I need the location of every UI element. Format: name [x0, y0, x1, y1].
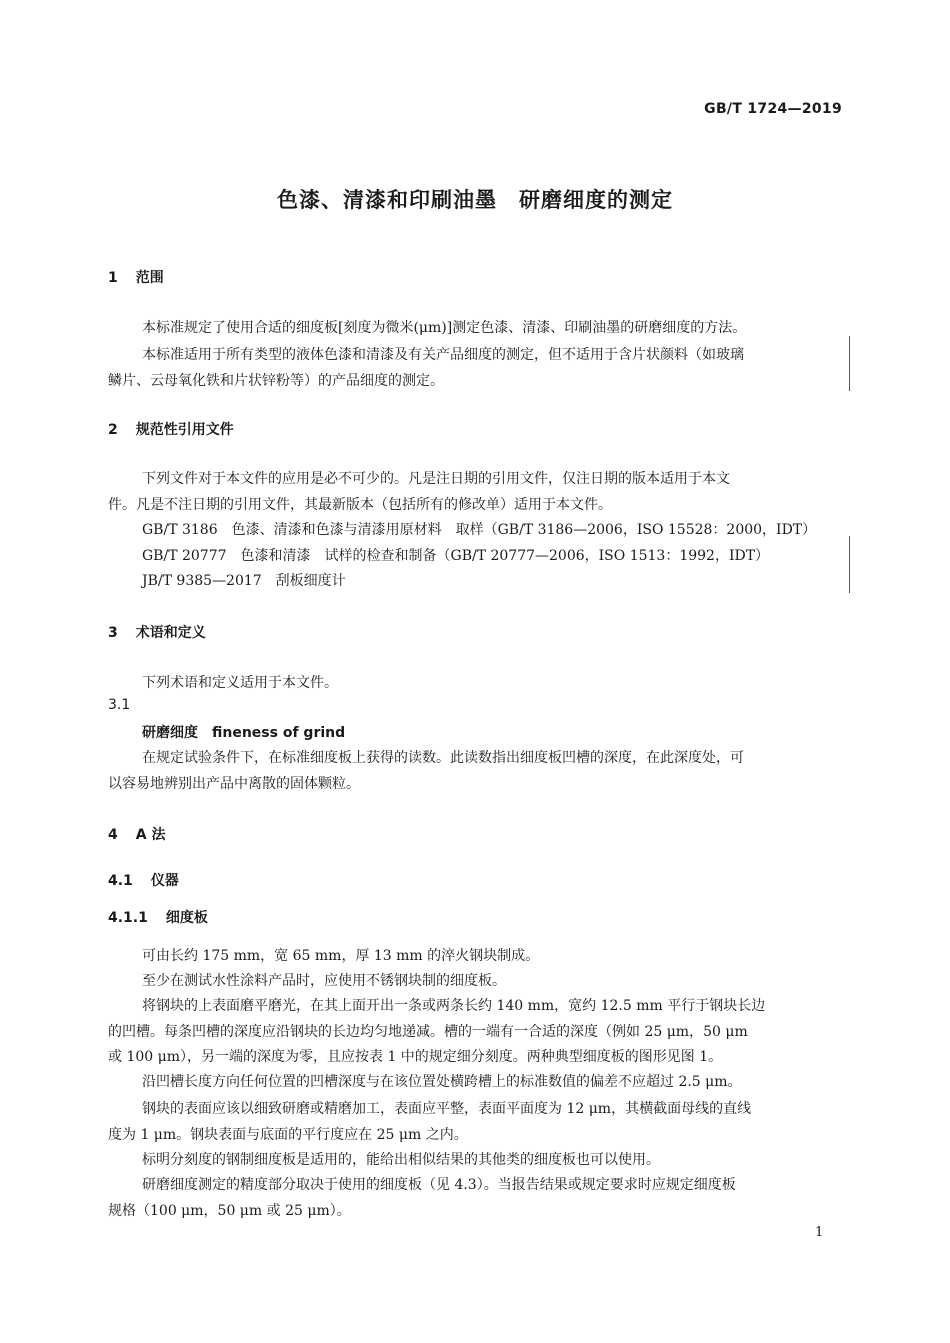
paragraph-line: 的凹槽。每条凹槽的深度应沿钢块的长边均匀地递减。槽的一端有一合适的深度（例如 25 μm，50 μm [108, 1024, 748, 1040]
section-heading-terms [108, 622, 206, 642]
section-heading-apparatus [108, 870, 179, 890]
reference-line: GB/T 3186 色漆、清漆和色漆与清漆用原材料 取样（GB/T 3186—2006，ISO 15528：2000，IDT） [142, 522, 817, 538]
section-number: 4.1 [108, 873, 133, 889]
paragraph-line: 将钢块的上表面磨平磨光，在其上面开出一条或两条长约 140 mm，宽约 12.5 mm 平行于钢块长边 [142, 998, 766, 1014]
paragraph-line: 下列术语和定义适用于本文件。 [142, 675, 338, 691]
section-heading-grindometer [108, 907, 208, 927]
paragraph-line: 以容易地辨别出产品中离散的固体颗粒。 [108, 776, 360, 792]
section-number: 3 [108, 625, 118, 641]
change-bar [849, 536, 850, 593]
paragraph-line: 至少在测试水性涂料产品时，应使用不锈钢块制的细度板。 [142, 973, 506, 989]
section-title: 规范性引用文件 [135, 422, 234, 438]
term-title: 研磨细度 fineness of grind [142, 725, 346, 741]
paragraph-line: 可由长约 175 mm，宽 65 mm，厚 13 mm 的淬火钢块制成。 [142, 948, 540, 964]
section-heading-normative-references [108, 419, 234, 439]
standard-code: GB/T 1724—2019 [704, 101, 842, 117]
page-number: 1 [815, 1225, 824, 1240]
section-number: 4.1.1 [108, 910, 148, 926]
section-heading-scope [108, 267, 164, 287]
change-bar [849, 336, 850, 391]
paragraph-line: 鳞片、云母氧化铁和片状锌粉等）的产品细度的测定。 [108, 373, 444, 389]
section-title: 术语和定义 [135, 625, 206, 641]
document-title: 色漆、清漆和印刷油墨 研磨细度的测定 [277, 188, 673, 212]
reference-line: GB/T 20777 色漆和清漆 试样的检查和制备（GB/T 20777—2006，ISO 1513：1992，IDT） [142, 548, 770, 564]
paragraph-line: 沿凹槽长度方向任何位置的凹槽深度与在该位置处横跨槽上的标准数值的偏差不应超过 2.5 μm。 [142, 1074, 742, 1090]
paragraph-line: 件。凡是不注日期的引用文件，其最新版本（包括所有的修改单）适用于本文件。 [108, 497, 612, 513]
paragraph-line: 研磨细度测定的精度部分取决于使用的细度板（见 4.3）。当报告结果或规定要求时应规定细度板 [142, 1177, 736, 1193]
section-title: 细度板 [165, 910, 208, 926]
section-number: 4 [108, 827, 118, 843]
paragraph-line: 本标准适用于所有类型的液体色漆和清漆及有关产品细度的测定，但不适用于含片状颜料（如玻璃 [142, 347, 744, 363]
paragraph-line: 在规定试验条件下，在标准细度板上获得的读数。此读数指出细度板凹槽的深度，在此深度处，可 [142, 750, 744, 766]
term-number: 3.1 [108, 697, 131, 713]
section-title: 仪器 [150, 873, 179, 889]
paragraph-line: 本标准规定了使用合适的细度板[刻度为微米(μm)]测定色漆、清漆、印刷油墨的研磨细度的方法。 [142, 320, 747, 336]
paragraph-line: 或 100 μm），另一端的深度为零，且应按表 1 中的规定细分刻度。两种典型细度板的图形见图 1。 [108, 1049, 723, 1065]
section-heading-method-a [108, 824, 165, 844]
section-title: 范围 [135, 270, 164, 286]
paragraph-line: 度为 1 μm。钢块表面与底面的平行度应在 25 μm 之内。 [108, 1127, 468, 1143]
paragraph-line: 标明分刻度的钢制细度板是适用的，能给出相似结果的其他类的细度板也可以使用。 [142, 1152, 660, 1168]
section-number: 2 [108, 422, 118, 438]
reference-line: JB/T 9385—2017 刮板细度计 [142, 573, 346, 589]
section-number: 1 [108, 270, 118, 286]
paragraph-line: 下列文件对于本文件的应用是必不可少的。凡是注日期的引用文件，仅注日期的版本适用于本文 [142, 471, 730, 487]
paragraph-line: 钢块的表面应该以细致研磨或精磨加工，表面应平整，表面平面度为 12 μm，其横截面母线的直线 [142, 1101, 752, 1117]
section-title: A 法 [135, 827, 166, 843]
paragraph-line: 规格（100 μm，50 μm 或 25 μm）。 [108, 1203, 351, 1219]
